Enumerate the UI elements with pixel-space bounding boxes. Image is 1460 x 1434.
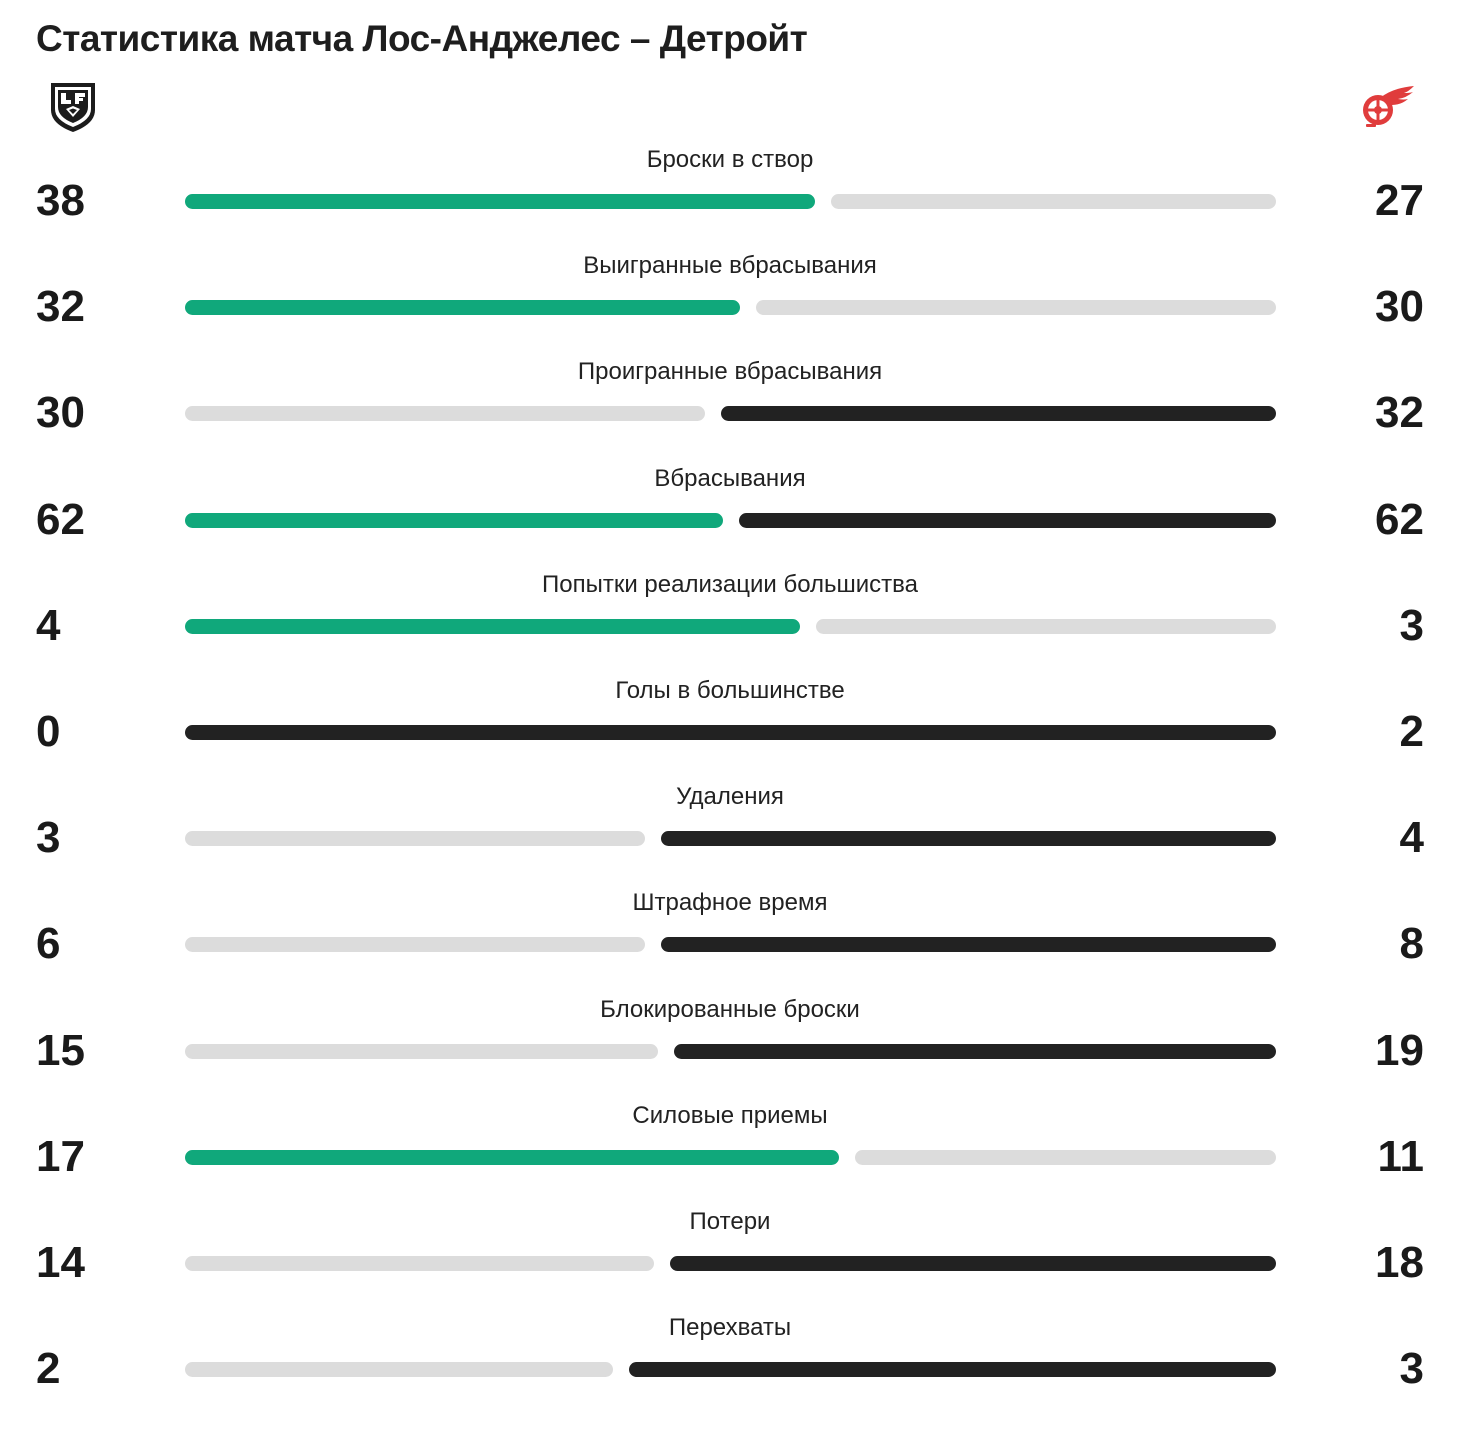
la-kings-shield-icon xyxy=(48,80,98,134)
comparison-bar xyxy=(185,937,1276,952)
stat-row xyxy=(0,783,1460,889)
red-wings-winged-wheel-icon xyxy=(1358,84,1416,130)
away-bar-segment xyxy=(721,406,1276,421)
home-value: 14 xyxy=(36,1238,85,1287)
comparison-bar xyxy=(185,300,1276,315)
away-value: 30 xyxy=(1375,282,1424,332)
home-bar-segment xyxy=(185,1362,613,1377)
home-bar-segment xyxy=(185,831,645,846)
home-bar-segment xyxy=(185,513,723,528)
home-bar-segment xyxy=(185,619,800,634)
comparison-bar xyxy=(185,406,1276,421)
home-bar-segment xyxy=(185,1150,839,1165)
stat-label: Проигранные вбрасывания xyxy=(577,358,883,386)
home-bar-segment xyxy=(185,194,815,209)
away-value: 11 xyxy=(1377,1131,1424,1181)
stat-label: Голы в большинстве xyxy=(615,677,845,704)
comparison-bar xyxy=(185,1150,1276,1165)
away-bar-segment xyxy=(831,194,1276,209)
away-bar-segment xyxy=(756,300,1276,315)
page-title: Статистика матча Лос-Анджелес – Детройт xyxy=(36,18,808,59)
stat-label: Попытки реализации большиства xyxy=(542,570,918,598)
home-value: 32 xyxy=(36,282,85,332)
stat-row xyxy=(0,358,1460,464)
comparison-bar xyxy=(185,1256,1276,1271)
away-bar-segment xyxy=(674,1044,1276,1059)
comparison-bar xyxy=(185,194,1276,209)
stat-row xyxy=(0,677,1460,783)
away-value: 8 xyxy=(1399,919,1424,969)
home-value: 2 xyxy=(36,1344,61,1394)
home-value: 0 xyxy=(36,707,61,756)
stat-label: Потери xyxy=(689,1208,771,1235)
away-value: 4 xyxy=(1399,813,1424,863)
away-value: 27 xyxy=(1375,176,1424,225)
home-value: 30 xyxy=(36,388,85,438)
comparison-bar xyxy=(185,1362,1276,1377)
home-value: 15 xyxy=(36,1025,85,1075)
away-bar-segment xyxy=(629,1362,1276,1377)
home-value: 17 xyxy=(36,1131,85,1181)
away-bar-segment xyxy=(739,513,1276,528)
stat-label: Перехваты xyxy=(668,1314,792,1342)
stat-row xyxy=(0,889,1460,995)
stat-label: Броски в створ xyxy=(646,146,814,173)
away-value: 19 xyxy=(1375,1025,1424,1075)
home-value: 62 xyxy=(36,494,85,544)
stat-label: Вбрасывания xyxy=(654,464,806,492)
stat-row xyxy=(0,1102,1460,1208)
away-bar-segment xyxy=(670,1256,1276,1271)
stat-label: Штрафное время xyxy=(632,889,828,917)
stat-label: Удаления xyxy=(676,783,784,811)
away-value: 62 xyxy=(1375,494,1424,544)
away-value: 3 xyxy=(1399,1344,1424,1394)
stat-row xyxy=(0,146,1460,252)
away-bar-segment xyxy=(816,619,1276,634)
stat-label: Силовые приемы xyxy=(632,1101,828,1129)
home-value: 38 xyxy=(36,176,85,225)
home-bar-segment xyxy=(185,1256,654,1271)
home-bar-segment xyxy=(185,406,705,421)
away-bar-segment xyxy=(661,831,1276,846)
home-value: 3 xyxy=(36,813,61,863)
comparison-bar xyxy=(185,513,1276,528)
away-value: 3 xyxy=(1399,600,1424,650)
away-bar-segment xyxy=(855,1150,1276,1165)
comparison-bar xyxy=(185,1044,1276,1059)
comparison-bar xyxy=(185,725,1276,740)
stat-label: Выигранные вбрасывания xyxy=(583,252,877,280)
away-value: 32 xyxy=(1375,388,1424,438)
comparison-bar xyxy=(185,619,1276,634)
away-value: 18 xyxy=(1375,1238,1424,1287)
away-bar-segment xyxy=(661,937,1276,952)
home-bar-segment xyxy=(185,1044,658,1059)
home-bar-segment xyxy=(185,937,645,952)
away-bar-segment xyxy=(185,725,1276,740)
stat-row xyxy=(0,252,1460,358)
home-value: 6 xyxy=(36,919,61,969)
comparison-bar xyxy=(185,831,1276,846)
stat-label: Блокированные броски xyxy=(600,995,860,1023)
stat-row xyxy=(0,1208,1460,1314)
home-bar-segment xyxy=(185,300,740,315)
home-value: 4 xyxy=(36,600,61,650)
stat-row xyxy=(0,465,1460,571)
stat-row xyxy=(0,996,1460,1102)
away-value: 2 xyxy=(1399,707,1424,756)
stat-row xyxy=(0,1314,1460,1420)
stat-row xyxy=(0,571,1460,677)
